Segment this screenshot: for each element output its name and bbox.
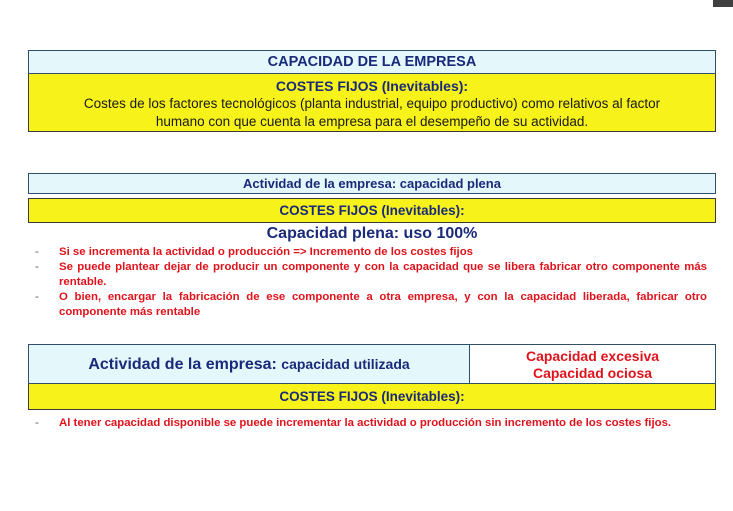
- section2-bullet-2: [35, 260, 707, 290]
- section2-subtitle: COSTES FIJOS (Inevitables):: [28, 198, 716, 223]
- section3-side-line1: Capacidad excesiva: [525, 348, 660, 364]
- dash-marker: -: [35, 291, 39, 303]
- section3-title-main: Actividad de la empresa:: [88, 356, 277, 373]
- section2-title: Actividad de la empresa: capacidad plena: [28, 173, 716, 194]
- section3-title-small: capacidad utilizada: [281, 356, 410, 372]
- dash-marker: -: [35, 246, 39, 258]
- bullet-text: Se puede plantear dejar de producir un componente y con la capacidad que se libera fabricar otro componente más rentable.: [59, 261, 707, 288]
- section3-subtitle: COSTES FIJOS (Inevitables):: [28, 384, 716, 410]
- section1-body-line2: humano con que cuenta la empresa para el desempeño de su actividad.: [155, 114, 589, 129]
- bullet-text: Si se incrementa la actividad o producción => Incremento de los costes fijos: [59, 246, 473, 258]
- bullet-text: Al tener capacidad disponible se puede incrementar la actividad o producción sin incremento de los costes fijos.: [59, 417, 672, 429]
- section2-bullet-3: [35, 290, 707, 320]
- section3-bullet-list: [35, 416, 707, 431]
- section2-bullet-list: [35, 245, 707, 320]
- corner-badge: [713, 0, 733, 7]
- section3-title-box: [28, 344, 470, 384]
- section2-bullet-1: [35, 245, 707, 260]
- dash-marker: -: [35, 261, 39, 273]
- section1-body-box: [28, 74, 716, 132]
- section2-heading: Capacidad plena: uso 100%: [266, 225, 478, 242]
- section3-side-box: [470, 344, 716, 384]
- section3-bullet-1: [35, 416, 707, 431]
- section1-title: CAPACIDAD DE LA EMPRESA: [28, 50, 716, 74]
- section1-body-line1: Costes de los factores tecnológicos (planta industrial, equipo productivo) como relativos al factor: [83, 96, 661, 111]
- section1-subtitle: COSTES FIJOS (Inevitables):: [275, 78, 469, 94]
- section3-side-line2: Capacidad ociosa: [532, 365, 653, 381]
- bullet-text: O bien, encargar la fabricación de ese componente a otra empresa, y con la capacidad liberada, fabricar otro componente más rentable: [59, 291, 707, 318]
- dash-marker: -: [35, 417, 39, 429]
